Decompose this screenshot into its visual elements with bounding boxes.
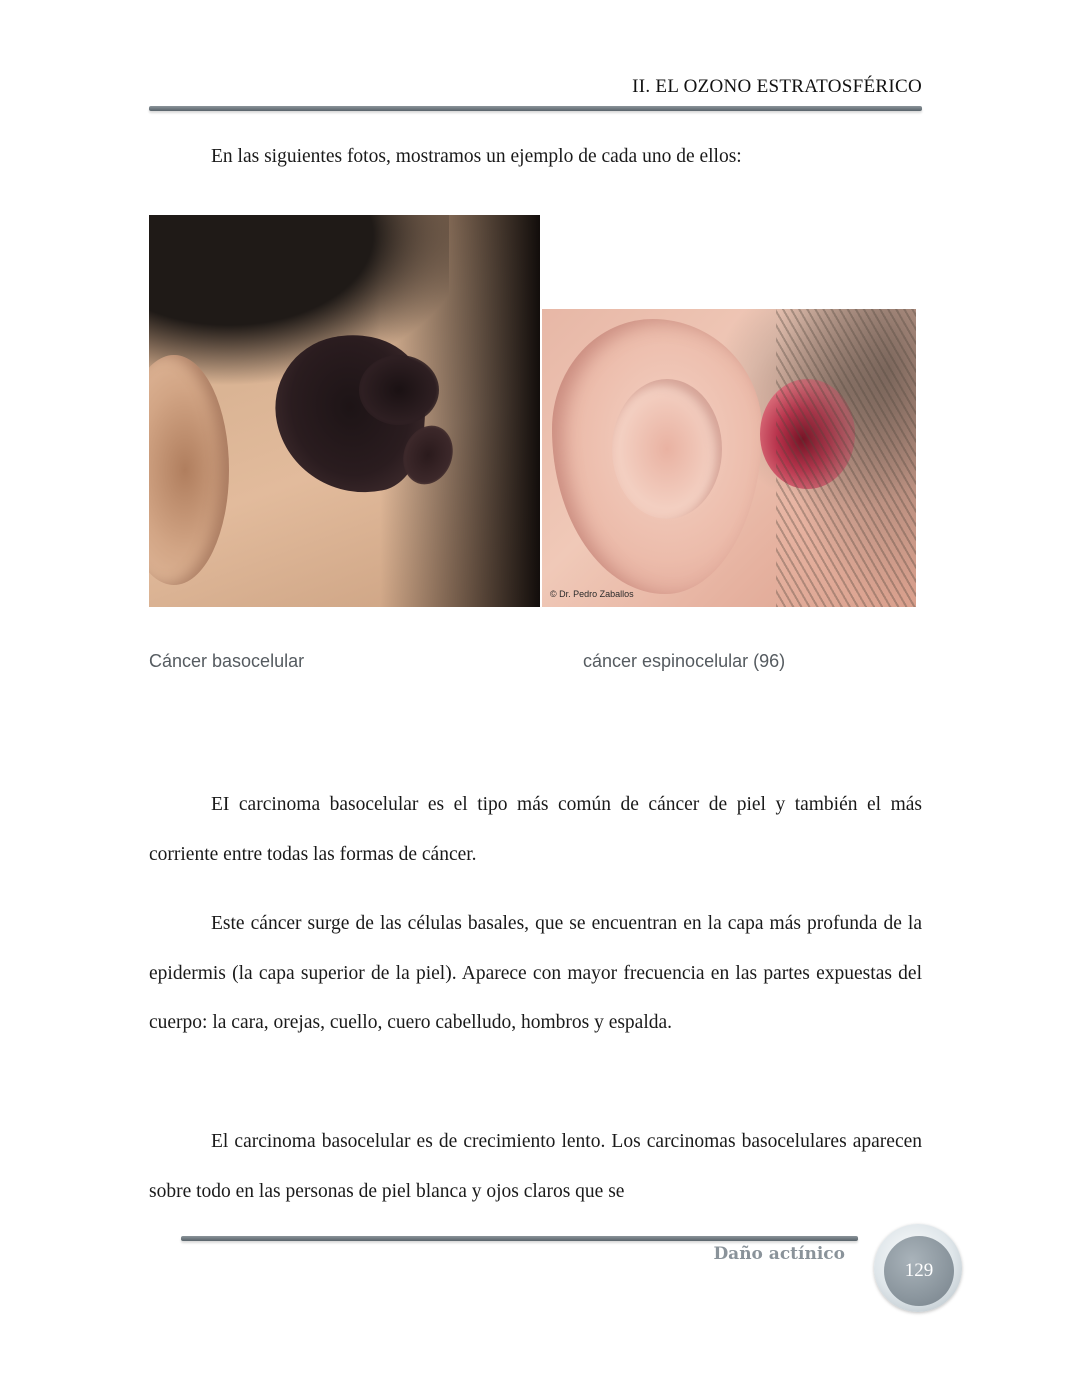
photo-hair-region [776,309,916,607]
header-title: II. EL OZONO ESTRATOSFÉRICO [632,76,922,97]
caption-left: Cáncer basocelular [149,651,305,671]
paragraph: El carcinoma basocelular es de crecimiento lento. Los carcinomas basocelulares aparecen sobre todo en las personas de piel blanca y ojos claros que se [149,1131,922,1202]
intro-text: En las siguientes fotos, mostramos un ejemplo de cada uno de ellos: [211,146,742,167]
caption-right: cáncer espinocelular (96) [583,651,786,671]
basal-cell-carcinoma-photo [149,215,540,607]
page-number: 129 [904,1260,934,1281]
photo-lesion-spot [359,355,439,425]
photo-ear-region [149,355,229,585]
header-rule [149,106,922,111]
paragraph: EI carcinoma basocelular es el tipo más común de cáncer de piel y también el más corriente entre todas las formas de cáncer. [149,794,922,865]
footer-label: Daño actínico [713,1244,845,1264]
paragraph: Este cáncer surge de las células basales, que se encuentran en la capa más profunda de la epidermis (la capa superior de la piel). Aparece con mayor frecuencia en las partes expuestas del cuerpo: la cara, orejas, cuello, cuero cabelludo, hombros y espalda. [149,913,922,1033]
page-number-badge-inner [884,1236,954,1306]
footer-rule [181,1236,858,1241]
squamous-cell-carcinoma-photo [542,309,916,607]
photo-credit: © Dr. Pedro Zaballos [550,589,634,599]
photo-ear-inner [612,379,722,519]
page-number-badge [874,1224,962,1312]
